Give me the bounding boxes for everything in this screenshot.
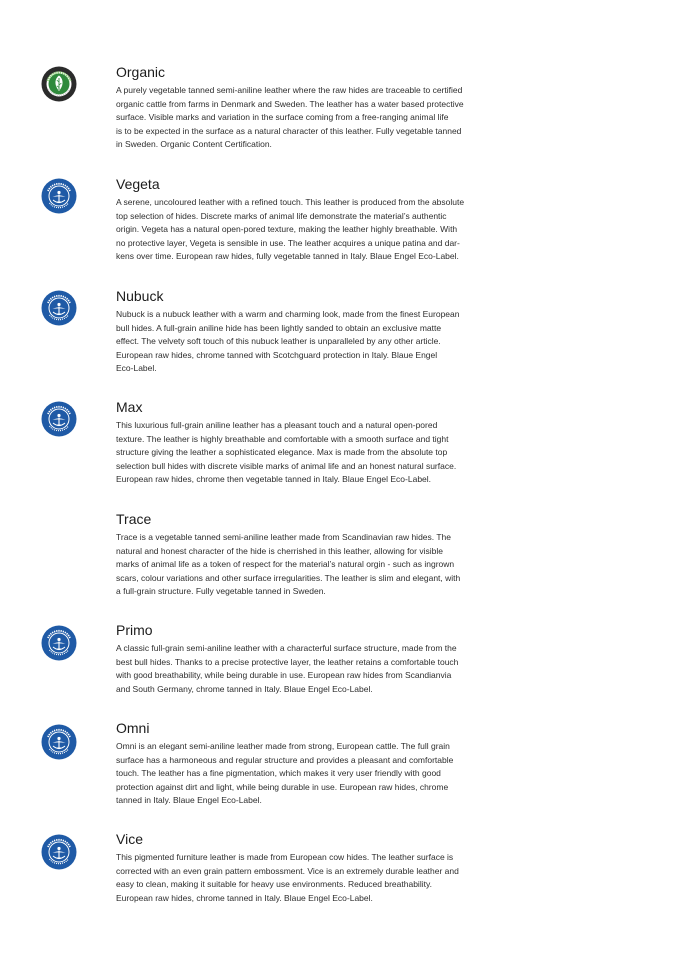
material-description: Omni is an elegant semi-aniline leather made from strong, European cattle. The full grain surface has a harmoneous and regular structure and provides a pleasant and comfortable touch. The leather has a fine pigmentation, which makes it very user friendly with good protection against dirt and light, while being durable in use. European raw hides, chrome tanned in Italy. Blaue Engel Eco-Label. <box>116 741 454 805</box>
material-title: Nubuck <box>116 288 164 304</box>
material-title: Vegeta <box>116 176 160 192</box>
material-title: Trace <box>116 511 152 527</box>
material-description: Nubuck is a nubuck leather with a warm and charming look, made from the finest European bull hides. A full-grain aniline hide has been lightly sanded to obtain an exclusive matte effect. The velvety soft touch of this nubuck leather is unparalleled by any other article. European raw hides, chrome tanned with Scotchguard protection in Italy. Blaue Engel Eco-Label. <box>116 309 460 373</box>
blaue-engel-badge-icon <box>41 724 77 760</box>
material-title: Primo <box>116 622 153 638</box>
organic-certification-badge-icon <box>41 66 77 102</box>
material-description: This pigmented furniture leather is made from European cow hides. The leather surface is corrected with an even grain pattern embossment. Vice is an extremely durable leather and easy to clean, making it suitable for heavy use environments. Reduced breathability. European raw hides, chrome tanned in Italy. Blaue Engel Eco-Label. <box>116 852 459 903</box>
material-description: A classic full-grain semi-aniline leather with a characterful surface structure, made from the best bull hides. Thanks to a precise protective layer, the leather retains a comfortable touch with good breathability, while being durable in use. European raw hides from Scandianvia and South Germany, chrome tanned in Italy. Blaue Engel Eco-Label. <box>116 643 459 694</box>
blaue-engel-badge-icon <box>41 834 77 870</box>
material-description: Trace is a vegetable tanned semi-aniline leather made from Scandinavian raw hides. The natural and honest character of the hide is cherrished in this leather, allowing for visible marks of animal life as a token of respect for the material’s natural orgin - such as ingrown scars, colour variations and other surface irregularities. The leather is slim and elegant, with a full-grain structure. Fully vegetable tanned in Sweden. <box>116 532 461 596</box>
material-title: Max <box>116 399 143 415</box>
blaue-engel-badge-icon <box>41 401 77 437</box>
blaue-engel-badge-icon <box>41 625 77 661</box>
material-title: Vice <box>116 831 143 847</box>
material-description: A purely vegetable tanned semi-aniline leather where the raw hides are traceable to certified organic cattle from farms in Denmark and Sweden. The leather has a water based protective surface. Visible marks and variation in the surface coming from a free-ranging animal life is to be expected in the surface as a natural character of this leather. Fully vegetable tanned in Sweden. Organic Content Certification. <box>116 85 464 149</box>
material-description: This luxurious full-grain aniline leather has a pleasant touch and a natural open-pored texture. The leather is highly breathable and comfortable with a smooth surface and tight structure giving the leather a sophisticated elegance. Max is made from the absolute top selection bull hides with discrete visible marks of animal life and an honest natural surface. European raw hides, chrome then vegetable tanned in Italy. Blaue Engel Eco-Label. <box>116 420 457 484</box>
blaue-engel-badge-icon <box>41 290 77 326</box>
blaue-engel-badge-icon <box>41 178 77 214</box>
material-description: A serene, uncoloured leather with a refined touch. This leather is produced from the absolute top selection of hides. Discrete marks of animal life demonstrate the material’s authentic origin. Vegeta has a natural open-pored texture, making the leather highly breathable. With no protective layer, Vegeta is sensible in use. The leather acquires a unique patina and dar- kens over time. European raw hides, fully vegetable tanned in Italy. Blaue Engel Eco-Label. <box>116 197 465 261</box>
material-title: Organic <box>116 64 166 80</box>
material-title: Omni <box>116 720 150 736</box>
